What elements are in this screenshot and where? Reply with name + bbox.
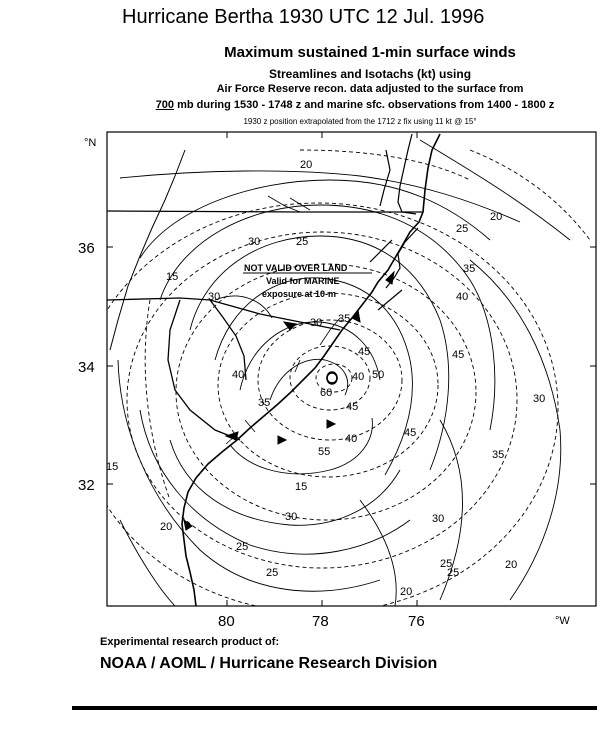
method-line: Streamlines and Isotachs (kt) using bbox=[268, 67, 472, 81]
subtitle: Maximum sustained 1-min surface winds bbox=[224, 44, 516, 61]
isotach-label: 20 bbox=[400, 586, 413, 598]
isotach-label: 35 bbox=[463, 263, 476, 275]
isotach-label: 45 bbox=[452, 349, 465, 361]
pamlico-sound bbox=[370, 228, 418, 310]
streamlines bbox=[118, 140, 570, 606]
page-title: Hurricane Bertha 1930 UTC 12 Jul. 1996 bbox=[122, 6, 485, 28]
isotach-label: 25 bbox=[440, 558, 453, 570]
lat-label-36: 36 bbox=[78, 240, 95, 257]
position-note: 1930 z position extrapolated from the 1712 z fix using 11 kt @ 15° bbox=[243, 117, 477, 126]
axis-ticks bbox=[107, 132, 596, 606]
lon-unit-label: °W bbox=[555, 615, 570, 627]
warning-line-1: Valid for MARINE bbox=[266, 276, 340, 286]
isotach-label: 20 bbox=[505, 559, 518, 571]
isotach-label: 40 bbox=[232, 369, 245, 381]
isotach-label: 60 bbox=[320, 387, 333, 399]
isotach-label: 25 bbox=[447, 567, 460, 579]
credit-label: Experimental research product of: bbox=[100, 636, 280, 648]
isotach-label: 50 bbox=[372, 369, 385, 381]
data-source-line: Air Force Reserve recon. data adjusted to the surface from bbox=[216, 83, 524, 95]
isotach-label: 30 bbox=[285, 511, 298, 523]
lat-label-34: 34 bbox=[78, 359, 95, 376]
lon-label-80: 80 bbox=[218, 613, 235, 630]
isotach-label: 40 bbox=[345, 433, 358, 445]
storm-center-icon bbox=[327, 372, 337, 384]
isotach-label: 25 bbox=[266, 567, 279, 579]
isotach-label: 35 bbox=[258, 397, 271, 409]
isotach-label: 35 bbox=[338, 313, 351, 325]
isotach-label: 20 bbox=[160, 521, 173, 533]
map-frame bbox=[107, 132, 596, 606]
isotach-label: 15 bbox=[295, 481, 308, 493]
isotach-label: 45 bbox=[404, 427, 417, 439]
warning-line-2: exposure at 10-m bbox=[262, 289, 337, 299]
pressure-level: 700 bbox=[155, 99, 175, 111]
isotach-label: 40 bbox=[352, 371, 365, 383]
isotach-label: 55 bbox=[318, 446, 331, 458]
lon-label-76: 76 bbox=[408, 613, 425, 630]
isotach-label: 40 bbox=[456, 291, 469, 303]
organization-name: NOAA / AOML / Hurricane Research Division bbox=[100, 655, 438, 672]
lat-label-32: 32 bbox=[78, 477, 95, 494]
warning-title: NOT VALID OVER LAND bbox=[244, 263, 348, 273]
isotach-label: 45 bbox=[358, 346, 371, 358]
isotach-label: 45 bbox=[346, 401, 359, 413]
isotach-label: 30 bbox=[208, 291, 221, 303]
isotach-label: 25 bbox=[296, 236, 309, 248]
isotach-label: 25 bbox=[236, 541, 249, 553]
isotach-label: 15 bbox=[106, 461, 119, 473]
isotach-label: 30 bbox=[432, 513, 445, 525]
isotach-label: 30 bbox=[310, 317, 323, 329]
flow-arrows bbox=[184, 272, 394, 530]
chesapeake-bay bbox=[380, 134, 416, 214]
data-period-text: mb during 1530 - 1748 z and marine sfc. observations from 1400 - 1800 z bbox=[174, 99, 555, 111]
isotach-label: 35 bbox=[492, 449, 505, 461]
isotach-label: 25 bbox=[456, 223, 469, 235]
footer-rule bbox=[72, 706, 597, 710]
isotach-label: 20 bbox=[490, 211, 503, 223]
lon-label-78: 78 bbox=[312, 613, 329, 630]
isotach-label: 30 bbox=[248, 236, 261, 248]
isotach-label: 15 bbox=[166, 271, 179, 283]
isotach-label: 20 bbox=[300, 159, 313, 171]
isotach-label: 30 bbox=[533, 393, 546, 405]
lat-unit-label: °N bbox=[84, 137, 97, 149]
